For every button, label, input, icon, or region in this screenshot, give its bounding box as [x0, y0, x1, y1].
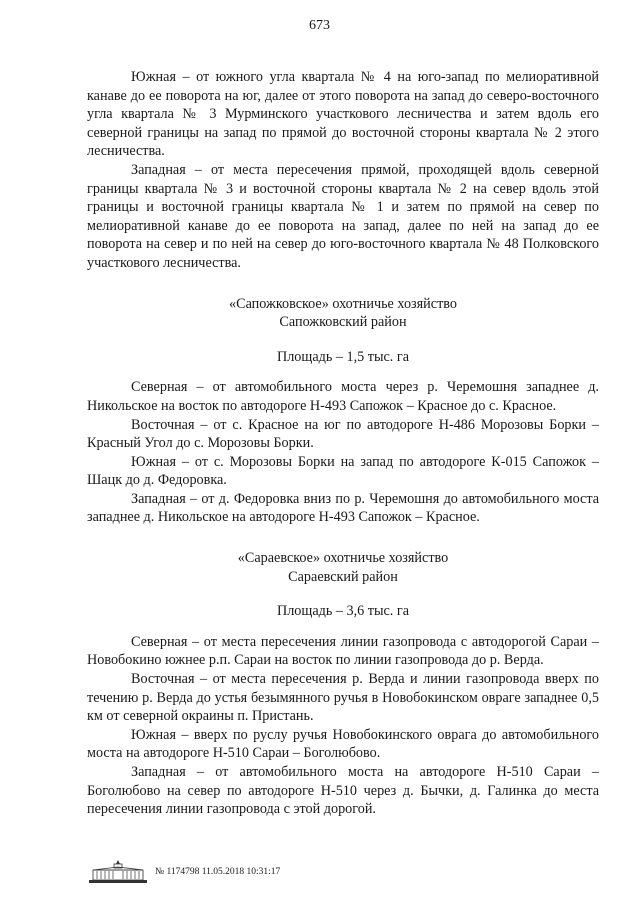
paragraph: Южная – от южного угла квартала № 4 на юго-запад по мелиоративной канаве до ее поворота на юг, далее от этого поворота на запад до северо-восточного угла квартала № 3 Мурминского участкового лесничества и затем вдоль его северной границы на запад по прямой до восточной стороны квартала № 2 этого лесничества. [87, 69, 599, 160]
page-number: 673 [309, 18, 330, 33]
section-heading [87, 295, 599, 332]
section-district: Сараевский район [288, 568, 398, 585]
section-district: Сапожковский район [279, 314, 407, 331]
paragraph: Западная – от места пересечения прямой, проходящей вдоль северной границы квартала № 3 и восточной стороны квартала № 2 на север вдоль этой границы и восточной границы квартала № 1 и затем по прямой на север по мелиоративной канаве до ее поворота на запад, далее по ней на запад до ее поворота на север и по ней на север до юго-восточного квартала № 48 Полковского участкового лесничества. [87, 161, 599, 271]
paragraph: Южная – вверх по руслу ручья Новобокинского оврага до автомобильного моста на автодороге Н-510 Сараи – Боголюбово. [87, 726, 599, 762]
footer [87, 858, 280, 886]
paragraph: Восточная – от с. Красное на юг по автодороге Н-486 Морозовы Борки – Красный Угол до с. Морозовы Борки. [87, 416, 599, 452]
paragraph: Южная – от с. Морозовы Борки на запад по автодороге К-015 Сапожок – Шацк до д. Федоровка. [87, 453, 599, 489]
section-title: «Сараевское» охотничье хозяйство [237, 550, 449, 567]
section-area: Площадь – 1,5 тыс. га [276, 348, 410, 365]
document-body [87, 68, 599, 819]
document-stamp: № 1174798 11.05.2018 10:31:17 [155, 867, 281, 877]
section-heading [87, 549, 599, 586]
paragraph: Восточная – от места пересечения р. Верда и линии газопровода вверх по течению р. Верда до устья безымянного ручья в Новобокинском овраге западнее 0,5 км от северной окраины п. Пристань. [87, 671, 599, 725]
paragraph: Северная – от места пересечения линии газопровода с автодорогой Сараи – Новобокино южнее р.п. Сараи на восток по линии газопровода до р. Верда. [87, 633, 599, 669]
section-title: «Сапожковское» охотничье хозяйство [229, 295, 457, 312]
paragraph: Северная – от автомобильного моста через р. Черемошня западнее д. Никольское на восток по автодороге Н-493 Сапожок – Красное до с. Красное. [87, 379, 599, 414]
paragraph: Западная – от автомобильного моста на автодороге Н-510 Сараи – Боголюбово на север по автодороге Н-510 через д. Бычки, д. Галинка до места пересечения линии газопровода с этой дорогой. [87, 764, 599, 818]
paragraph: Западная – от д. Федоровка вниз по р. Черемошня до автомобильного моста западнее д. Никольское на автодороге Н-493 Сапожок – Красное. [87, 490, 599, 526]
government-building-icon [87, 858, 149, 886]
section-area: Площадь – 3,6 тыс. га [276, 603, 410, 620]
